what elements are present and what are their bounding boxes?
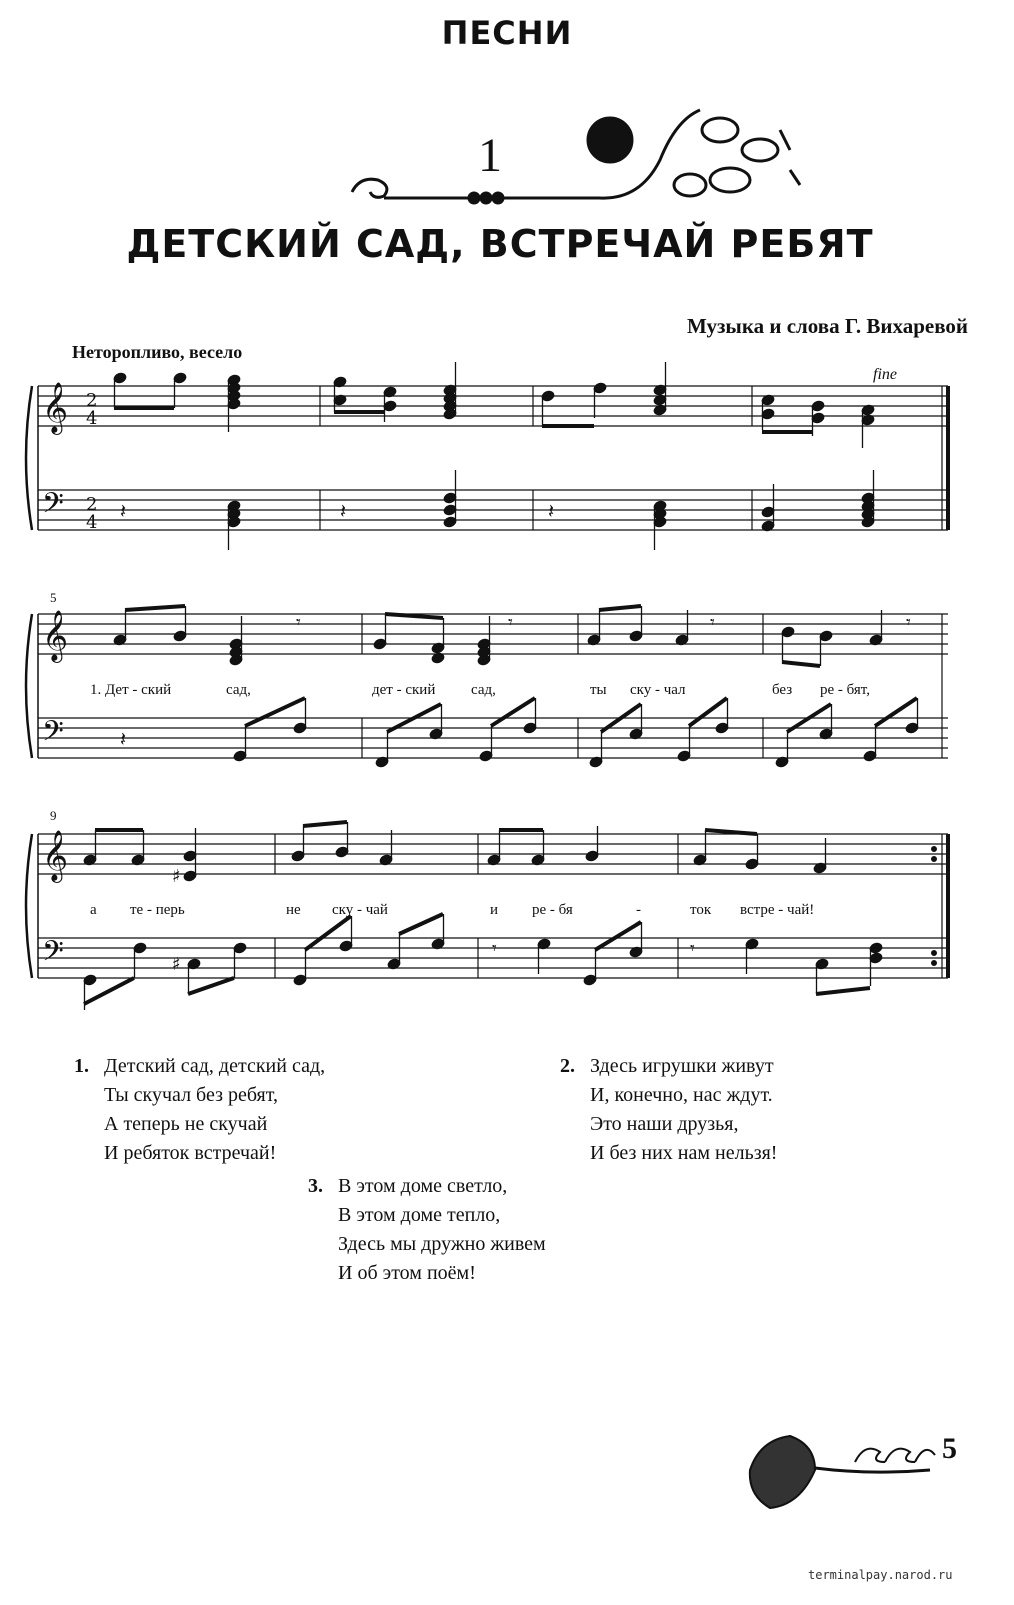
rest-icon: 𝄾 [690, 938, 695, 959]
rest-icon: 𝄾 [710, 612, 715, 633]
note-beam [595, 922, 641, 950]
verse-line: Здесь мы дружно живем [338, 1233, 546, 1255]
lyric-syllable: без [772, 682, 793, 698]
song-number: 1 [478, 129, 502, 182]
verse-line: А теперь не скучай [104, 1113, 268, 1135]
composer-credit: Музыка и слова Г. Вихаревой [686, 314, 968, 338]
note-beam [491, 698, 535, 726]
measure-number: 5 [50, 590, 57, 605]
brace-icon [26, 834, 32, 978]
verse-number: 3. [308, 1175, 323, 1197]
lyric-syllable: и [490, 902, 499, 918]
verse-line: И, конечно, нас ждут. [590, 1084, 773, 1106]
treble-clef-icon: 𝄞 [42, 382, 69, 433]
verse-line: В этом доме светло, [338, 1175, 508, 1197]
title-ornament-icon [352, 110, 800, 203]
lyric-syllable: дет - ский [372, 682, 436, 698]
lyric-syllable: встре - чай! [740, 902, 815, 918]
note-beam [782, 662, 820, 666]
verse-line: Это наши друзья, [590, 1113, 739, 1135]
site-watermark: terminalpay.narod.ru [808, 1568, 953, 1582]
bass-clef-icon: 𝄢 [42, 487, 64, 527]
note-beam [599, 606, 641, 610]
treble-clef-icon: 𝄞 [42, 610, 69, 661]
lyric-syllable: ты [590, 682, 607, 698]
page-number: 5 [942, 1432, 957, 1465]
rest-icon: 𝄾 [508, 612, 513, 633]
time-signature: 2 [86, 494, 98, 515]
bass-clef-icon: 𝄢 [42, 935, 64, 975]
bass-clef-icon: 𝄢 [42, 715, 64, 755]
rest-icon: 𝄽 [120, 727, 127, 751]
time-signature: 4 [86, 512, 98, 533]
sharp-icon: ♯ [172, 954, 181, 975]
verse-number: 1. [74, 1055, 89, 1077]
verse-2 [560, 1052, 778, 1168]
note-beam [816, 988, 870, 994]
verse-1 [74, 1052, 326, 1168]
lyric-syllable: сад, [471, 682, 496, 698]
repeat-dot [932, 847, 937, 852]
verse-line: И об этом поём! [338, 1262, 476, 1284]
brace-icon [26, 614, 32, 758]
verse-line: Здесь игрушки живут [590, 1055, 774, 1077]
lyric-syllable: а [90, 902, 97, 918]
lyric-syllable: ску - чай [332, 902, 388, 918]
time-signature: 4 [86, 408, 98, 429]
repeat-dot [932, 857, 937, 862]
rest-icon: 𝄾 [296, 612, 301, 633]
lyric-syllable: те - перь [130, 902, 185, 918]
rest-icon: 𝄽 [120, 499, 127, 523]
lyric-syllable: 1. Дет - ский [90, 682, 172, 698]
note-beam [399, 914, 443, 934]
repeat-dot [932, 951, 937, 956]
tempo-marking: Неторопливо, весело [72, 342, 243, 362]
measure-number: 9 [50, 808, 57, 823]
time-signature: 2 [86, 390, 98, 411]
brace-icon [26, 386, 32, 530]
repeat-dot [932, 961, 937, 966]
leaf-ornament-icon [750, 1436, 935, 1508]
rest-icon: 𝄽 [340, 499, 347, 523]
rest-icon: 𝄾 [906, 612, 911, 633]
sharp-icon: ♯ [172, 866, 181, 887]
lyric-syllable: ре - бя [532, 902, 573, 918]
song-title: ДЕТСКИЙ САД, ВСТРЕЧАЙ РЕБЯТ [126, 222, 874, 266]
rest-icon: 𝄽 [548, 499, 555, 523]
lyric-syllable: не [286, 902, 301, 918]
treble-clef-icon: 𝄞 [42, 830, 69, 881]
verse-line: Ты скучал без ребят, [104, 1084, 278, 1106]
section-title: ПЕСНИ [441, 14, 573, 52]
verse-line: Детский сад, детский сад, [104, 1055, 326, 1077]
note-beam [245, 698, 305, 726]
lyric-syllable: ре - бят, [820, 682, 870, 698]
note-beam [303, 822, 347, 826]
fine-marking: fine [873, 366, 897, 383]
verse-line: И без них нам нельзя! [590, 1142, 778, 1164]
verse-line: В этом доме тепло, [338, 1204, 501, 1226]
note-beam [125, 606, 185, 610]
verse-3 [308, 1172, 546, 1288]
note-beam [875, 698, 917, 726]
note-beam [188, 978, 234, 994]
lyric-syllable: ску - чал [630, 682, 686, 698]
lyric-syllable: ток [690, 902, 712, 918]
rest-icon: 𝄾 [492, 938, 497, 959]
note-beam [689, 698, 727, 726]
verse-number: 2. [560, 1055, 575, 1077]
verse-line: И ребяток встречай! [104, 1142, 277, 1164]
lyric-syllable: сад, [226, 682, 251, 698]
lyric-syllable: - [636, 902, 641, 918]
